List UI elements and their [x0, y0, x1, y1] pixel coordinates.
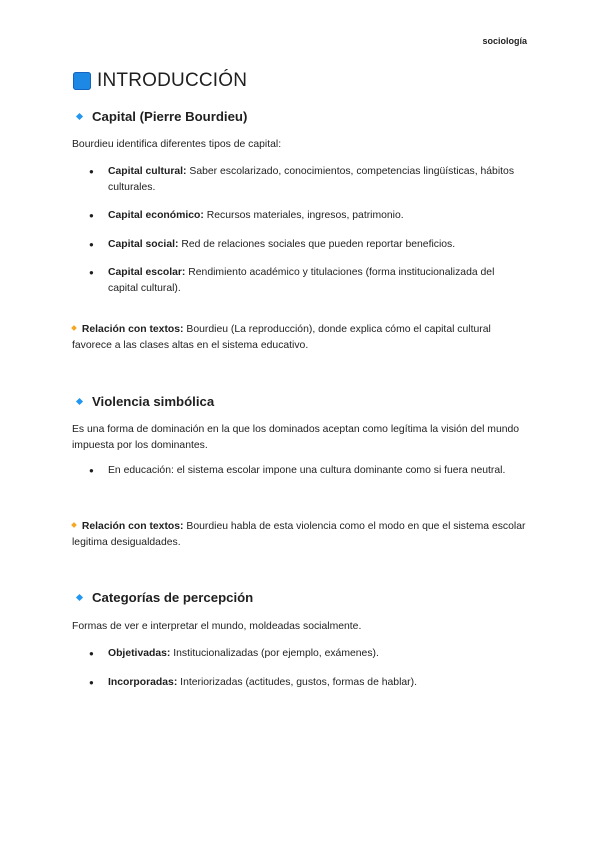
item-term: Objetivadas:: [108, 648, 171, 659]
section-heading-capital: [75, 109, 247, 124]
capital-list: [72, 164, 527, 296]
item-text: Interiorizadas (actitudes, gustos, formas de hablar).: [177, 676, 417, 688]
categorias-list: [72, 646, 527, 690]
relation-note: [72, 322, 527, 353]
violencia-list: [72, 463, 527, 479]
item-text: En educación: el sistema escolar impone una cultura dominante como si fuera neutral.: [108, 465, 506, 476]
blue-diamond-icon: [76, 594, 83, 601]
section-heading-text: Capital (Pierre Bourdieu): [92, 109, 248, 124]
item-term: Capital cultural:: [108, 166, 187, 177]
item-term: Incorporadas:: [108, 676, 178, 688]
list-item: [72, 675, 527, 691]
relation-note: [72, 519, 527, 550]
page-title-text: INTRODUCCIÓN: [97, 70, 248, 91]
item-term: Capital económico:: [108, 210, 204, 221]
list-item: [72, 237, 527, 253]
list-item: [72, 265, 527, 296]
blue-diamond-icon: [76, 398, 83, 405]
list-item: [72, 463, 527, 479]
note-text: Bourdieu (La reproducción), donde explica cómo el capital cultural favorece a las clases altas en el sistema educativo.: [72, 324, 491, 351]
list-item: [72, 208, 527, 224]
blue-diamond-icon: [76, 113, 83, 120]
note-label: Relación con textos:: [81, 324, 184, 335]
page-header-subject: sociología: [482, 36, 527, 46]
section-intro: Es una forma de dominación en la que los dominados aceptan como legítima la visión del mundo impuesta por los dominantes.: [72, 424, 520, 451]
section-intro: Bourdieu identifica diferentes tipos de capital:: [72, 139, 282, 150]
orange-diamond-icon: [71, 325, 77, 331]
section-intro: Formas de ver e interpretar el mundo, moldeadas socialmente.: [72, 621, 362, 632]
list-item: [72, 646, 527, 662]
section-heading-categorias: [75, 590, 253, 605]
item-term: Capital escolar:: [108, 267, 186, 278]
section-heading-text: Categorías de percepción: [92, 590, 254, 605]
blue-square-icon: [73, 72, 91, 90]
page-title: [73, 70, 247, 92]
list-item: [72, 164, 527, 195]
item-term: Capital social:: [108, 238, 179, 250]
item-text: Recursos materiales, ingresos, patrimonio.: [203, 210, 404, 221]
note-text: Bourdieu habla de esta violencia como el modo en que el sistema escolar legitima desigualdades.: [72, 521, 526, 548]
item-text: Red de relaciones sociales que pueden reportar beneficios.: [178, 238, 456, 250]
item-text: Saber escolarizado, conocimientos, competencias lingüísticas, hábitos culturales.: [108, 166, 515, 193]
item-text: Institucionalizadas (por ejemplo, exámenes).: [170, 648, 379, 659]
orange-diamond-icon: [71, 522, 77, 528]
item-text: Rendimiento académico y titulaciones (forma institucionalizada del capital cultural).: [108, 267, 495, 294]
section-heading-violencia: [75, 394, 214, 409]
note-label: Relación con textos:: [81, 521, 184, 532]
section-heading-text: Violencia simbólica: [92, 394, 215, 409]
